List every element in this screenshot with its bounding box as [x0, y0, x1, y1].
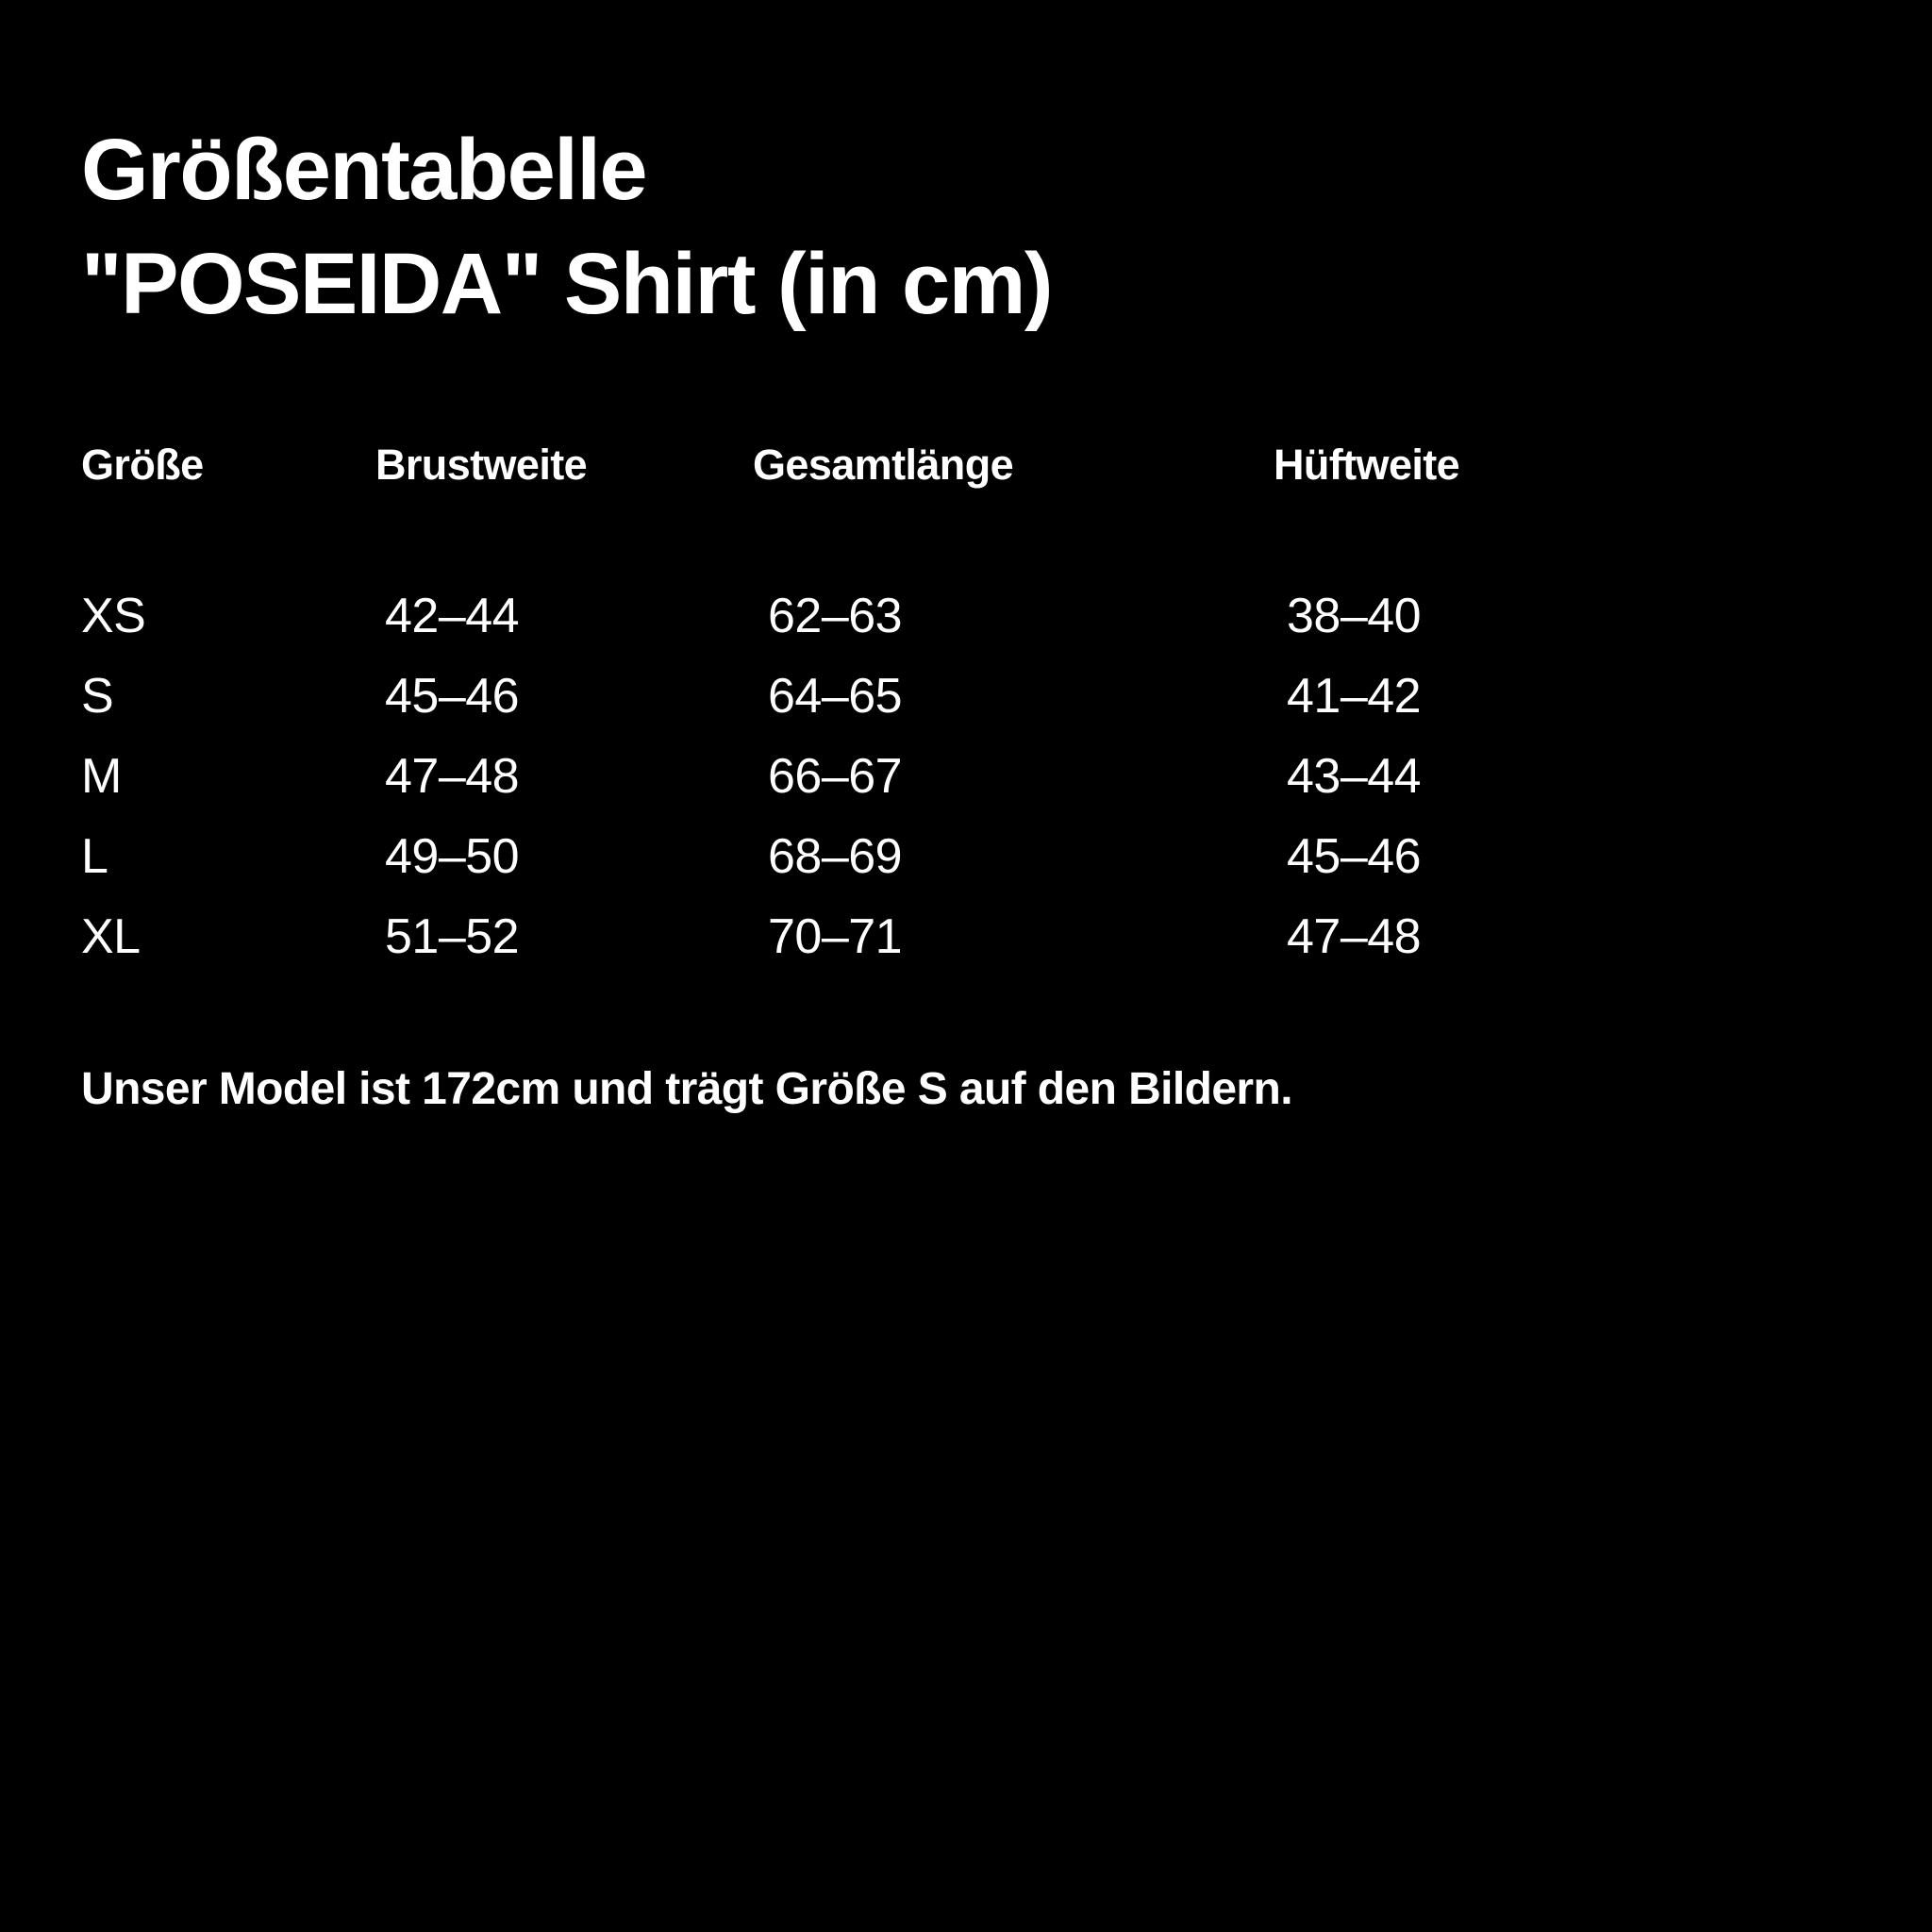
cell-hip: 38–40 — [1287, 588, 1422, 643]
cell-hip: 47–48 — [1287, 908, 1422, 964]
table-header-row — [81, 435, 1594, 495]
table-row — [81, 896, 1594, 976]
cell-hip: 41–42 — [1287, 668, 1422, 724]
table-row — [81, 816, 1594, 896]
table-spacer-row — [81, 495, 1594, 575]
table-row — [81, 656, 1594, 736]
cell-length: 68–69 — [768, 828, 903, 884]
title-line-secondary: "POSEIDA" Shirt (in cm) — [81, 235, 1053, 332]
cell-hip: 43–44 — [1287, 748, 1422, 804]
cell-size: XS — [81, 588, 146, 643]
cell-chest: 51–52 — [385, 908, 520, 964]
table-body — [81, 495, 1594, 976]
cell-length: 64–65 — [768, 668, 903, 724]
cell-size: S — [81, 668, 114, 724]
column-header-hip: Hüftweite — [1274, 441, 1460, 490]
page-title — [81, 0, 1851, 335]
title-line-primary: Größentabelle — [81, 122, 647, 218]
column-header-chest: Brustweite — [375, 441, 588, 490]
cell-chest: 47–48 — [385, 748, 520, 804]
cell-size: M — [81, 748, 122, 804]
cell-chest: 42–44 — [385, 588, 520, 643]
column-header-size: Größe — [81, 441, 204, 490]
cell-chest: 49–50 — [385, 828, 520, 884]
column-header-length: Gesamtlänge — [753, 441, 1014, 490]
table-header — [81, 435, 1594, 495]
table-row — [81, 575, 1594, 656]
size-table — [81, 435, 1594, 976]
cell-size: L — [81, 828, 108, 884]
cell-hip: 45–46 — [1287, 828, 1422, 884]
cell-length: 66–67 — [768, 748, 903, 804]
cell-length: 70–71 — [768, 908, 903, 964]
table-row — [81, 736, 1594, 816]
cell-chest: 45–46 — [385, 668, 520, 724]
cell-length: 62–63 — [768, 588, 903, 643]
cell-size: XL — [81, 908, 141, 964]
model-note: Unser Model ist 172cm und trägt Größe S auf den Bildern. — [81, 1064, 1292, 1115]
